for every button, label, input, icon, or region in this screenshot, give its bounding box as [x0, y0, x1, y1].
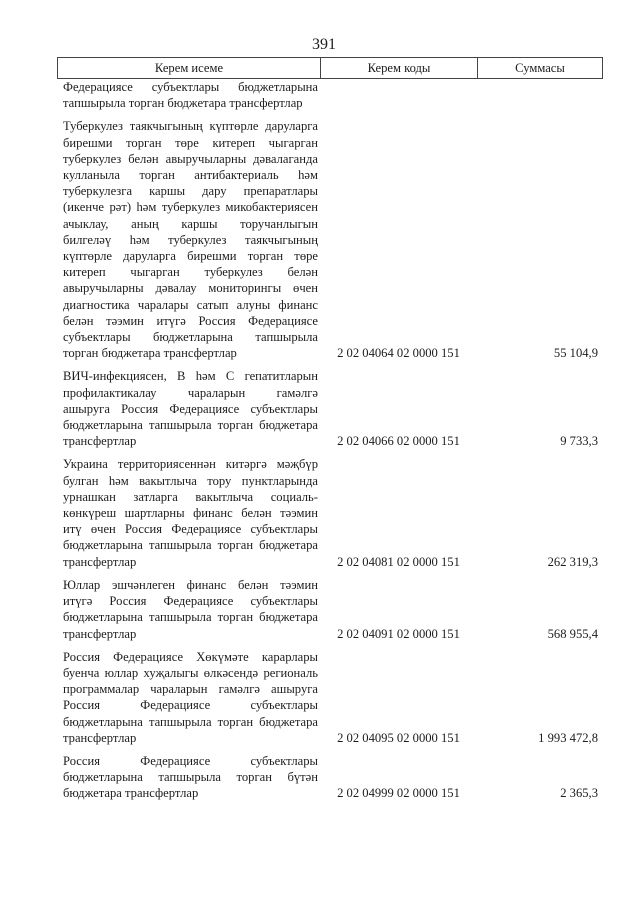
- income-name-line: ачыклау, аның каршы торучанлыгын: [63, 216, 318, 231]
- header-cell-income-name: Керем исеме: [154, 61, 224, 75]
- income-name-line: Украина территориясеннән китәргә мәҗбүр: [63, 457, 318, 472]
- income-name-line: урнашкан затларга вакытлыча социаль-: [63, 489, 318, 504]
- income-code: 2 02 04081 02 0000 151: [337, 554, 460, 569]
- table-header: [57, 57, 603, 79]
- table-row: [57, 749, 603, 805]
- income-code: 2 02 04999 02 0000 151: [337, 786, 460, 801]
- income-code: 2 02 04091 02 0000 151: [337, 626, 460, 641]
- income-name-line: Россия Федерациясе Хөкүмәте карарлары: [63, 649, 318, 664]
- income-name-line: профилактикалау чараларын гамәлгә: [63, 385, 318, 400]
- income-name-line: күптөрле даруларга бирешми торган төре: [63, 249, 318, 264]
- income-sum: 568 955,4: [547, 626, 598, 641]
- income-code: 2 02 04095 02 0000 151: [337, 730, 460, 745]
- income-name-line: билгеләү һәм туберкулез таякчыгының: [63, 232, 318, 247]
- income-name-line: бюджетларына тапшырыла торган бюджетара: [63, 538, 318, 553]
- income-name-line: Россия Федерациясе субъектлары: [63, 753, 318, 768]
- income-name-line: авыручыларны дәвалау мониторингы өчен: [63, 281, 318, 296]
- table-row: [57, 114, 603, 364]
- income-name-cell: [57, 456, 318, 569]
- income-name-line: трансфертлар: [63, 626, 137, 641]
- income-name-line: трансфертлар: [63, 730, 137, 745]
- income-name-line: булган һәм вакытлыча тору пунктларында: [63, 473, 318, 488]
- income-sum: 9 733,3: [560, 434, 598, 449]
- income-name-cell: [57, 79, 318, 111]
- page-number: 391: [312, 36, 336, 53]
- income-name-cell: [57, 118, 318, 361]
- income-sum: 262 319,3: [547, 554, 598, 569]
- income-name-line: бюджетларына тапшырыла торган бүтән: [63, 770, 318, 785]
- income-name-line: ашыруга Россия Федерациясе субъектлары: [63, 401, 318, 416]
- table-row: [57, 452, 603, 572]
- table-row: [57, 573, 603, 645]
- header-cell-sum: Суммасы: [477, 58, 602, 78]
- income-name-cell: [57, 577, 318, 642]
- income-name-line: итүгә Россия Федерациясе субъектлары: [63, 594, 318, 609]
- income-sum: 1 993 472,8: [538, 730, 598, 745]
- income-name-line: китереп чыгарган туберкулез белән: [63, 265, 318, 280]
- income-name-line: Россия Федерациясе субъектлары: [63, 698, 318, 713]
- income-name-cell: [57, 368, 318, 449]
- income-code: 2 02 04064 02 0000 151: [337, 346, 460, 361]
- income-name-line: бюджетара трансфертлар: [63, 786, 199, 801]
- income-name-line: субъектлары бюджетларына тапшырыла: [63, 330, 318, 345]
- income-name-line: көнкүреш шартларны финанс белән тәэмин: [63, 506, 318, 521]
- table-row: [57, 79, 603, 114]
- income-name-line: (икенче рәт) һәм туберкулез микобактериясен: [63, 200, 318, 215]
- income-name-line: Туберкулез таякчыгының күптөрле даруларга: [63, 119, 318, 134]
- income-sum: 55 104,9: [553, 346, 598, 361]
- table-row: [57, 364, 603, 452]
- income-table: [57, 57, 603, 805]
- income-name-line: итү өчен Россия Федерациясе субъектлары: [63, 522, 318, 537]
- income-name-line: Федерациясе субъектлары бюджетларына: [63, 80, 318, 94]
- income-name-line: трансфертлар: [63, 554, 137, 569]
- income-name-line: туберкулезга каршы дару препаратлары: [63, 184, 318, 199]
- income-name-line: бюджетларына тапшырыла торган бюджетара: [63, 610, 318, 625]
- income-name-cell: [57, 753, 318, 802]
- income-name-line: программалар чараларын гамәлгә ашыруга: [63, 682, 318, 697]
- income-name-line: бюджетларына тапшырыла торган бюджетара: [63, 714, 318, 729]
- income-name-line: туберкулез белән авыручыларны дәвалаганда: [63, 151, 318, 166]
- header-cell-income-code: Керем коды: [320, 58, 477, 78]
- income-name-line: диагностика чаралары сатып алуны финанс: [63, 297, 318, 312]
- table-row: [57, 645, 603, 749]
- income-name-line: бюджетларына тапшырыла торган бюджетара: [63, 418, 318, 433]
- income-name-cell: [57, 649, 318, 746]
- income-name-line: трансфертлар: [63, 434, 137, 449]
- income-name-line: белән тәэмин итүгә Россия Федерациясе: [63, 313, 318, 328]
- income-sum: 2 365,3: [560, 786, 598, 801]
- income-name-line: Юллар эшчәнлеген финанс белән тәэмин: [63, 577, 318, 592]
- income-name-line: тапшырыла торган бюджетара трансфертлар: [63, 96, 303, 111]
- income-code: 2 02 04066 02 0000 151: [337, 434, 460, 449]
- income-name-line: кулланыла торган антибактериаль һәм: [63, 168, 318, 183]
- income-name-line: ВИЧ-инфекциясен, В һәм С гепатитларын: [63, 369, 318, 384]
- table-body: [57, 79, 603, 805]
- income-name-line: бирешми торган төре китереп чыгарган: [63, 135, 318, 150]
- income-name-line: буенча юллар хуҗалыгы өлкәсендә региональ: [63, 665, 318, 680]
- income-name-line: торган бюджетара трансфертлар: [63, 346, 237, 361]
